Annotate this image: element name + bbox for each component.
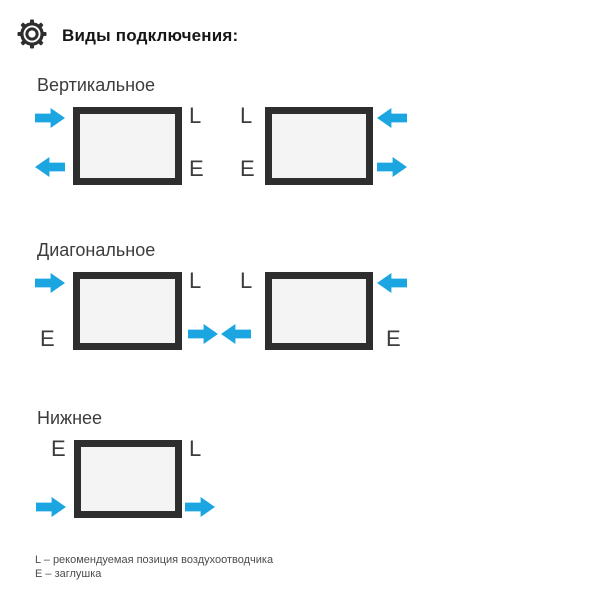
inlet-arrow-icon bbox=[377, 108, 407, 128]
section-title-diagonal: Диагональное bbox=[37, 240, 156, 260]
gear-icon bbox=[17, 19, 47, 49]
air-vent-label: L bbox=[189, 268, 202, 293]
inlet-arrow-icon bbox=[35, 273, 65, 293]
inlet-arrow-icon bbox=[35, 108, 65, 128]
plug-label: E bbox=[40, 326, 55, 351]
legend-line-plug: E – заглушка bbox=[35, 568, 102, 580]
plug-label: E bbox=[386, 326, 401, 351]
inlet-arrow-icon bbox=[377, 273, 407, 293]
radiator-box bbox=[265, 272, 373, 350]
air-vent-label: L bbox=[189, 103, 202, 128]
radiator-box bbox=[73, 272, 182, 350]
outlet-arrow-icon bbox=[221, 324, 251, 344]
radiator-box bbox=[74, 440, 182, 518]
radiator-box bbox=[265, 107, 373, 185]
plug-label: E bbox=[51, 436, 66, 461]
plug-label: E bbox=[240, 156, 255, 181]
legend bbox=[35, 553, 273, 581]
outlet-arrow-icon bbox=[35, 157, 65, 177]
plug-label: E bbox=[189, 156, 204, 181]
outlet-arrow-icon bbox=[377, 157, 407, 177]
section-title-vertical: Вертикальное bbox=[37, 75, 156, 95]
air-vent-label: L bbox=[240, 103, 253, 128]
air-vent-label: L bbox=[189, 436, 202, 461]
outlet-arrow-icon bbox=[185, 497, 215, 517]
radiator-box bbox=[73, 107, 182, 185]
section-title-bottom: Нижнее bbox=[37, 408, 103, 428]
inlet-arrow-icon bbox=[36, 497, 66, 517]
figure-title: Виды подключения: bbox=[62, 26, 239, 45]
air-vent-label: L bbox=[240, 268, 253, 293]
legend-line-air-vent: L – рекомендуемая позиция воздухоотводчика bbox=[35, 554, 274, 566]
outlet-arrow-icon bbox=[188, 324, 218, 344]
